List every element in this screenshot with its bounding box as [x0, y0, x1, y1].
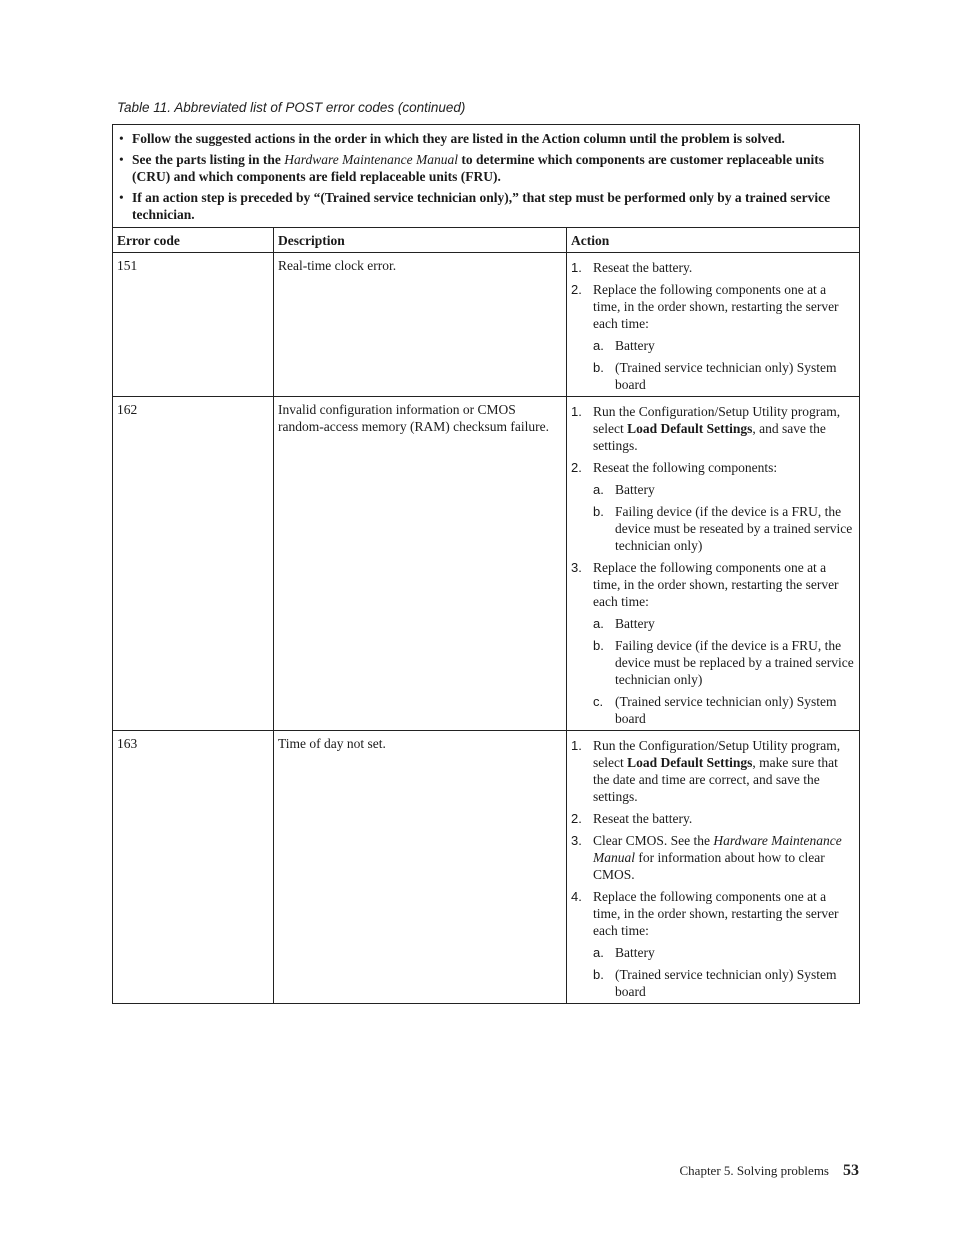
- sub-step-letter: b.: [593, 504, 604, 519]
- sub-step: [593, 481, 855, 498]
- step-text: Replace the following components one at a time, in the order shown, restarting the server each time:: [593, 282, 839, 331]
- sub-step-text: (Trained service technician only) System board: [615, 694, 837, 726]
- table-row: [113, 253, 860, 397]
- action-step: [571, 459, 855, 554]
- sub-steps: [593, 481, 855, 554]
- step-number: 3.: [571, 560, 582, 575]
- note-text: to determine which components are customer replaceable units (CRU) and which components are field replaceable units (FRU).: [132, 152, 824, 184]
- step-number: 3.: [571, 833, 582, 848]
- step-number: 2.: [571, 811, 582, 826]
- action-step: [571, 259, 855, 276]
- step-number: 1.: [571, 260, 582, 275]
- sub-step-text: (Trained service technician only) System board: [615, 360, 837, 392]
- sub-step-letter: a.: [593, 945, 604, 960]
- action-cell: [567, 731, 860, 1004]
- sub-step: [593, 637, 855, 688]
- error-description: Real-time clock error.: [274, 253, 567, 397]
- action-step: [571, 810, 855, 827]
- table-row: [113, 731, 860, 1004]
- action-cell: [567, 253, 860, 397]
- bullet-icon: •: [119, 152, 124, 167]
- sub-step: [593, 615, 855, 632]
- step-text: , and save the settings.: [593, 421, 826, 453]
- step-number: 4.: [571, 889, 582, 904]
- note-item: [117, 189, 851, 223]
- step-text: Reseat the battery.: [593, 260, 693, 275]
- sub-step-letter: a.: [593, 482, 604, 497]
- step-text: Run the Configuration/Setup Utility program, select: [593, 738, 841, 770]
- bullet-icon: •: [119, 131, 124, 146]
- sub-step-letter: b.: [593, 638, 604, 653]
- sub-step-text: (Trained service technician only) System board: [615, 967, 837, 999]
- action-steps: [571, 259, 855, 393]
- column-header-error-code: Error code: [113, 228, 274, 253]
- table-caption: Table 11. Abbreviated list of POST error codes (continued): [117, 100, 466, 115]
- error-description: Invalid configuration information or CMOS random-access memory (RAM) checksum failure.: [274, 397, 567, 731]
- note-text: Follow the suggested actions in the order in which they are listed in the Action column until the problem is solved.: [132, 131, 785, 146]
- step-number: 1.: [571, 404, 582, 419]
- menu-option-name: Load Default Settings: [627, 755, 753, 770]
- sub-step-text: Battery: [615, 616, 655, 631]
- step-text: Reseat the battery.: [593, 811, 693, 826]
- action-steps: [571, 403, 855, 727]
- page-number: 53: [843, 1162, 859, 1179]
- step-text: Clear CMOS. See the: [593, 833, 714, 848]
- error-code: 151: [113, 253, 274, 397]
- note-text: If an action step is preceded by “(Trained service technician only),” that step must be performed only by a trained service technician.: [132, 190, 831, 222]
- table-row: [113, 397, 860, 731]
- sub-step-letter: b.: [593, 360, 604, 375]
- error-description: Time of day not set.: [274, 731, 567, 1004]
- sub-steps: [593, 615, 855, 727]
- header-row: [113, 228, 860, 253]
- sub-step: [593, 944, 855, 961]
- action-step: [571, 832, 855, 883]
- note-item: [117, 130, 851, 147]
- column-header-description: Description: [274, 228, 567, 253]
- page-footer: [680, 1162, 860, 1180]
- column-header-action: Action: [567, 228, 860, 253]
- menu-option-name: Load Default Settings: [627, 421, 753, 436]
- step-number: 2.: [571, 460, 582, 475]
- step-text: , make sure that the date and time are correct, and save the settings.: [593, 755, 838, 804]
- bullet-icon: •: [119, 190, 124, 205]
- step-text: Replace the following components one at a time, in the order shown, restarting the server each time:: [593, 889, 839, 938]
- action-step: [571, 888, 855, 1000]
- step-number: 1.: [571, 738, 582, 753]
- chapter-title: Chapter 5. Solving problems: [679, 1163, 829, 1178]
- sub-step-letter: c.: [593, 694, 604, 709]
- sub-step-text: Battery: [615, 945, 655, 960]
- step-text: Reseat the following components:: [593, 460, 778, 475]
- notes-list: [117, 130, 851, 223]
- sub-steps: [593, 944, 855, 1000]
- action-step: [571, 281, 855, 393]
- sub-step: [593, 503, 855, 554]
- action-steps: [571, 737, 855, 1000]
- sub-step-text: Battery: [615, 338, 655, 353]
- sub-step-text: Failing device (if the device is a FRU, the device must be replaced by a trained service technician only): [615, 638, 854, 687]
- note-text: See the parts listing in the: [132, 152, 285, 167]
- sub-steps: [593, 337, 855, 393]
- manual-title: Hardware Maintenance Manual: [284, 152, 458, 167]
- note-item: [117, 151, 851, 185]
- sub-step: [593, 337, 855, 354]
- action-step: [571, 737, 855, 805]
- action-step: [571, 559, 855, 727]
- action-cell: [567, 397, 860, 731]
- sub-step-text: Battery: [615, 482, 655, 497]
- sub-step: [593, 359, 855, 393]
- step-text: for information about how to clear CMOS.: [593, 850, 825, 882]
- error-code: 163: [113, 731, 274, 1004]
- manual-title: Hardware Maintenance Manual: [593, 833, 842, 865]
- post-error-table: [112, 124, 860, 1004]
- error-code: 162: [113, 397, 274, 731]
- sub-step-letter: a.: [593, 616, 604, 631]
- step-number: 2.: [571, 282, 582, 297]
- action-step: [571, 403, 855, 454]
- step-text: Replace the following components one at a time, in the order shown, restarting the server each time:: [593, 560, 839, 609]
- step-text: Run the Configuration/Setup Utility program, select: [593, 404, 841, 436]
- notes-row: [113, 125, 860, 228]
- sub-step-text: Failing device (if the device is a FRU, the device must be reseated by a trained service technician only): [615, 504, 853, 553]
- sub-step: [593, 966, 855, 1000]
- sub-step-letter: a.: [593, 338, 604, 353]
- notes-cell: [113, 125, 860, 228]
- sub-step-letter: b.: [593, 967, 604, 982]
- sub-step: [593, 693, 855, 727]
